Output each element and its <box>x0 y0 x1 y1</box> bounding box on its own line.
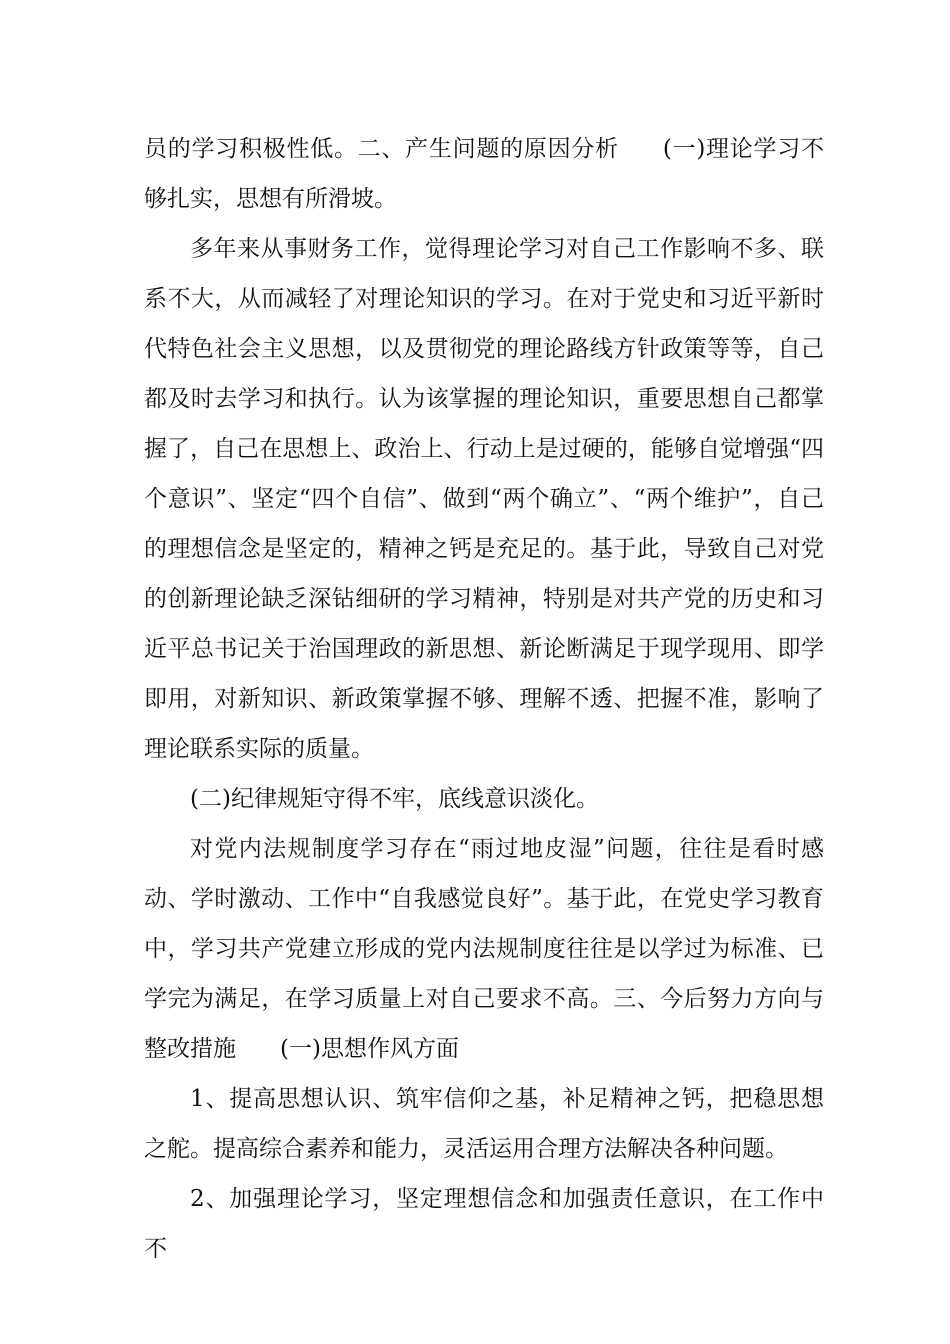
paragraph-theory-study <box>144 224 824 774</box>
paragraph-measure-1 <box>144 1074 824 1174</box>
paragraph-text: 多年来从事财务工作，觉得理论学习对自己工作影响不多、联系不大，从而减轻了对理论知识的学习。在对于党史和习近平新时代特色社会主义思想，以及贯彻党的理论路线方针政策等等，自己都及时去学习和执行。认为该掌握的理论知识，重要思想自己都掌握了，自己在思想上、政治上、行动上是过硬的，能够自觉增强“四个意识”、坚定“四个自信”、做到“两个确立”、“两个维护”，自己的理想信念是坚定的，精神之钙是充足的。基于此，导致自己对党的创新理论缺乏深钻细研的学习精神，特别是对共产党的历史和习近平总书记关于治国理政的新思想、新论断满足于现学现用、即学即用，对新知识、新政策掌握不够、理解不透、把握不准，影响了理论联系实际的质量。 <box>144 236 824 762</box>
paragraph-regulations <box>144 824 824 1074</box>
paragraph-text: 1、提高思想认识、筑牢信仰之基，补足精神之钙，把稳思想之舵。提高综合素养和能力，灵活运用合理方法解决各种问题。 <box>144 1086 824 1162</box>
paragraph-cause-analysis <box>144 124 824 224</box>
paragraph-measure-2 <box>144 1174 824 1274</box>
paragraph-text: (一)思想作风方面 <box>280 1036 459 1062</box>
document-body <box>144 124 824 1274</box>
paragraph-text: (一)理论学习不够扎实，思想有所滑坡。 <box>144 136 825 212</box>
paragraph-text: (二)纪律规矩守得不牢，底线意识淡化。 <box>190 786 599 812</box>
paragraph-text: 对党内法规制度学习存在“雨过地皮湿”问题，往往是看时感动、学时激动、工作中“自我感觉良好”。基于此，在党史学习教育中，学习共产党建立形成的党内法规制度往往是以学过为标准、已学完为满足，在学习质量上对自己要求不高。三、今后努力方向与整改措施 <box>144 836 824 1062</box>
paragraph-text: 员的学习积极性低。二、产生问题的原因分析 <box>144 136 619 162</box>
paragraph-discipline-heading <box>144 774 824 824</box>
paragraph-text: 2、加强理论学习，坚定理想信念和加强责任意识，在工作中不 <box>144 1186 824 1262</box>
